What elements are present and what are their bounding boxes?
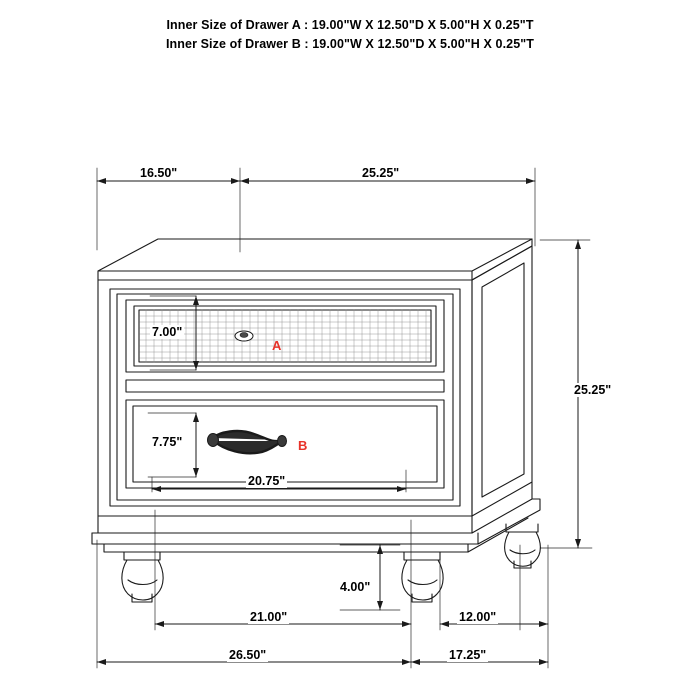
dim-drawer-b-height: 7.75" <box>152 435 183 449</box>
dim-leg-height: 4.00" <box>340 580 371 594</box>
dim-overall-width: 26.50" <box>229 648 267 662</box>
header-line-2: Inner Size of Drawer B : 19.00"W X 12.50"D X 5.00"H X 0.25"T <box>165 37 535 51</box>
dim-top-right: 25.25" <box>362 166 400 180</box>
dim-right-height: 25.25" <box>574 383 612 397</box>
dim-drawer-b-width: 20.75" <box>248 474 286 488</box>
drawer-b-label: B <box>298 438 308 453</box>
dim-base-width: 21.00" <box>250 610 288 624</box>
dim-drawer-a-height: 7.00" <box>152 325 183 339</box>
dim-top-left: 16.50" <box>140 166 178 180</box>
header-line-1: Inner Size of Drawer A : 19.00"W X 12.50"D X 5.00"H X 0.25"T <box>166 18 534 32</box>
dim-side-depth: 12.00" <box>459 610 497 624</box>
drawer-a-label: A <box>272 338 282 353</box>
dim-overall-depth: 17.25" <box>449 648 487 662</box>
